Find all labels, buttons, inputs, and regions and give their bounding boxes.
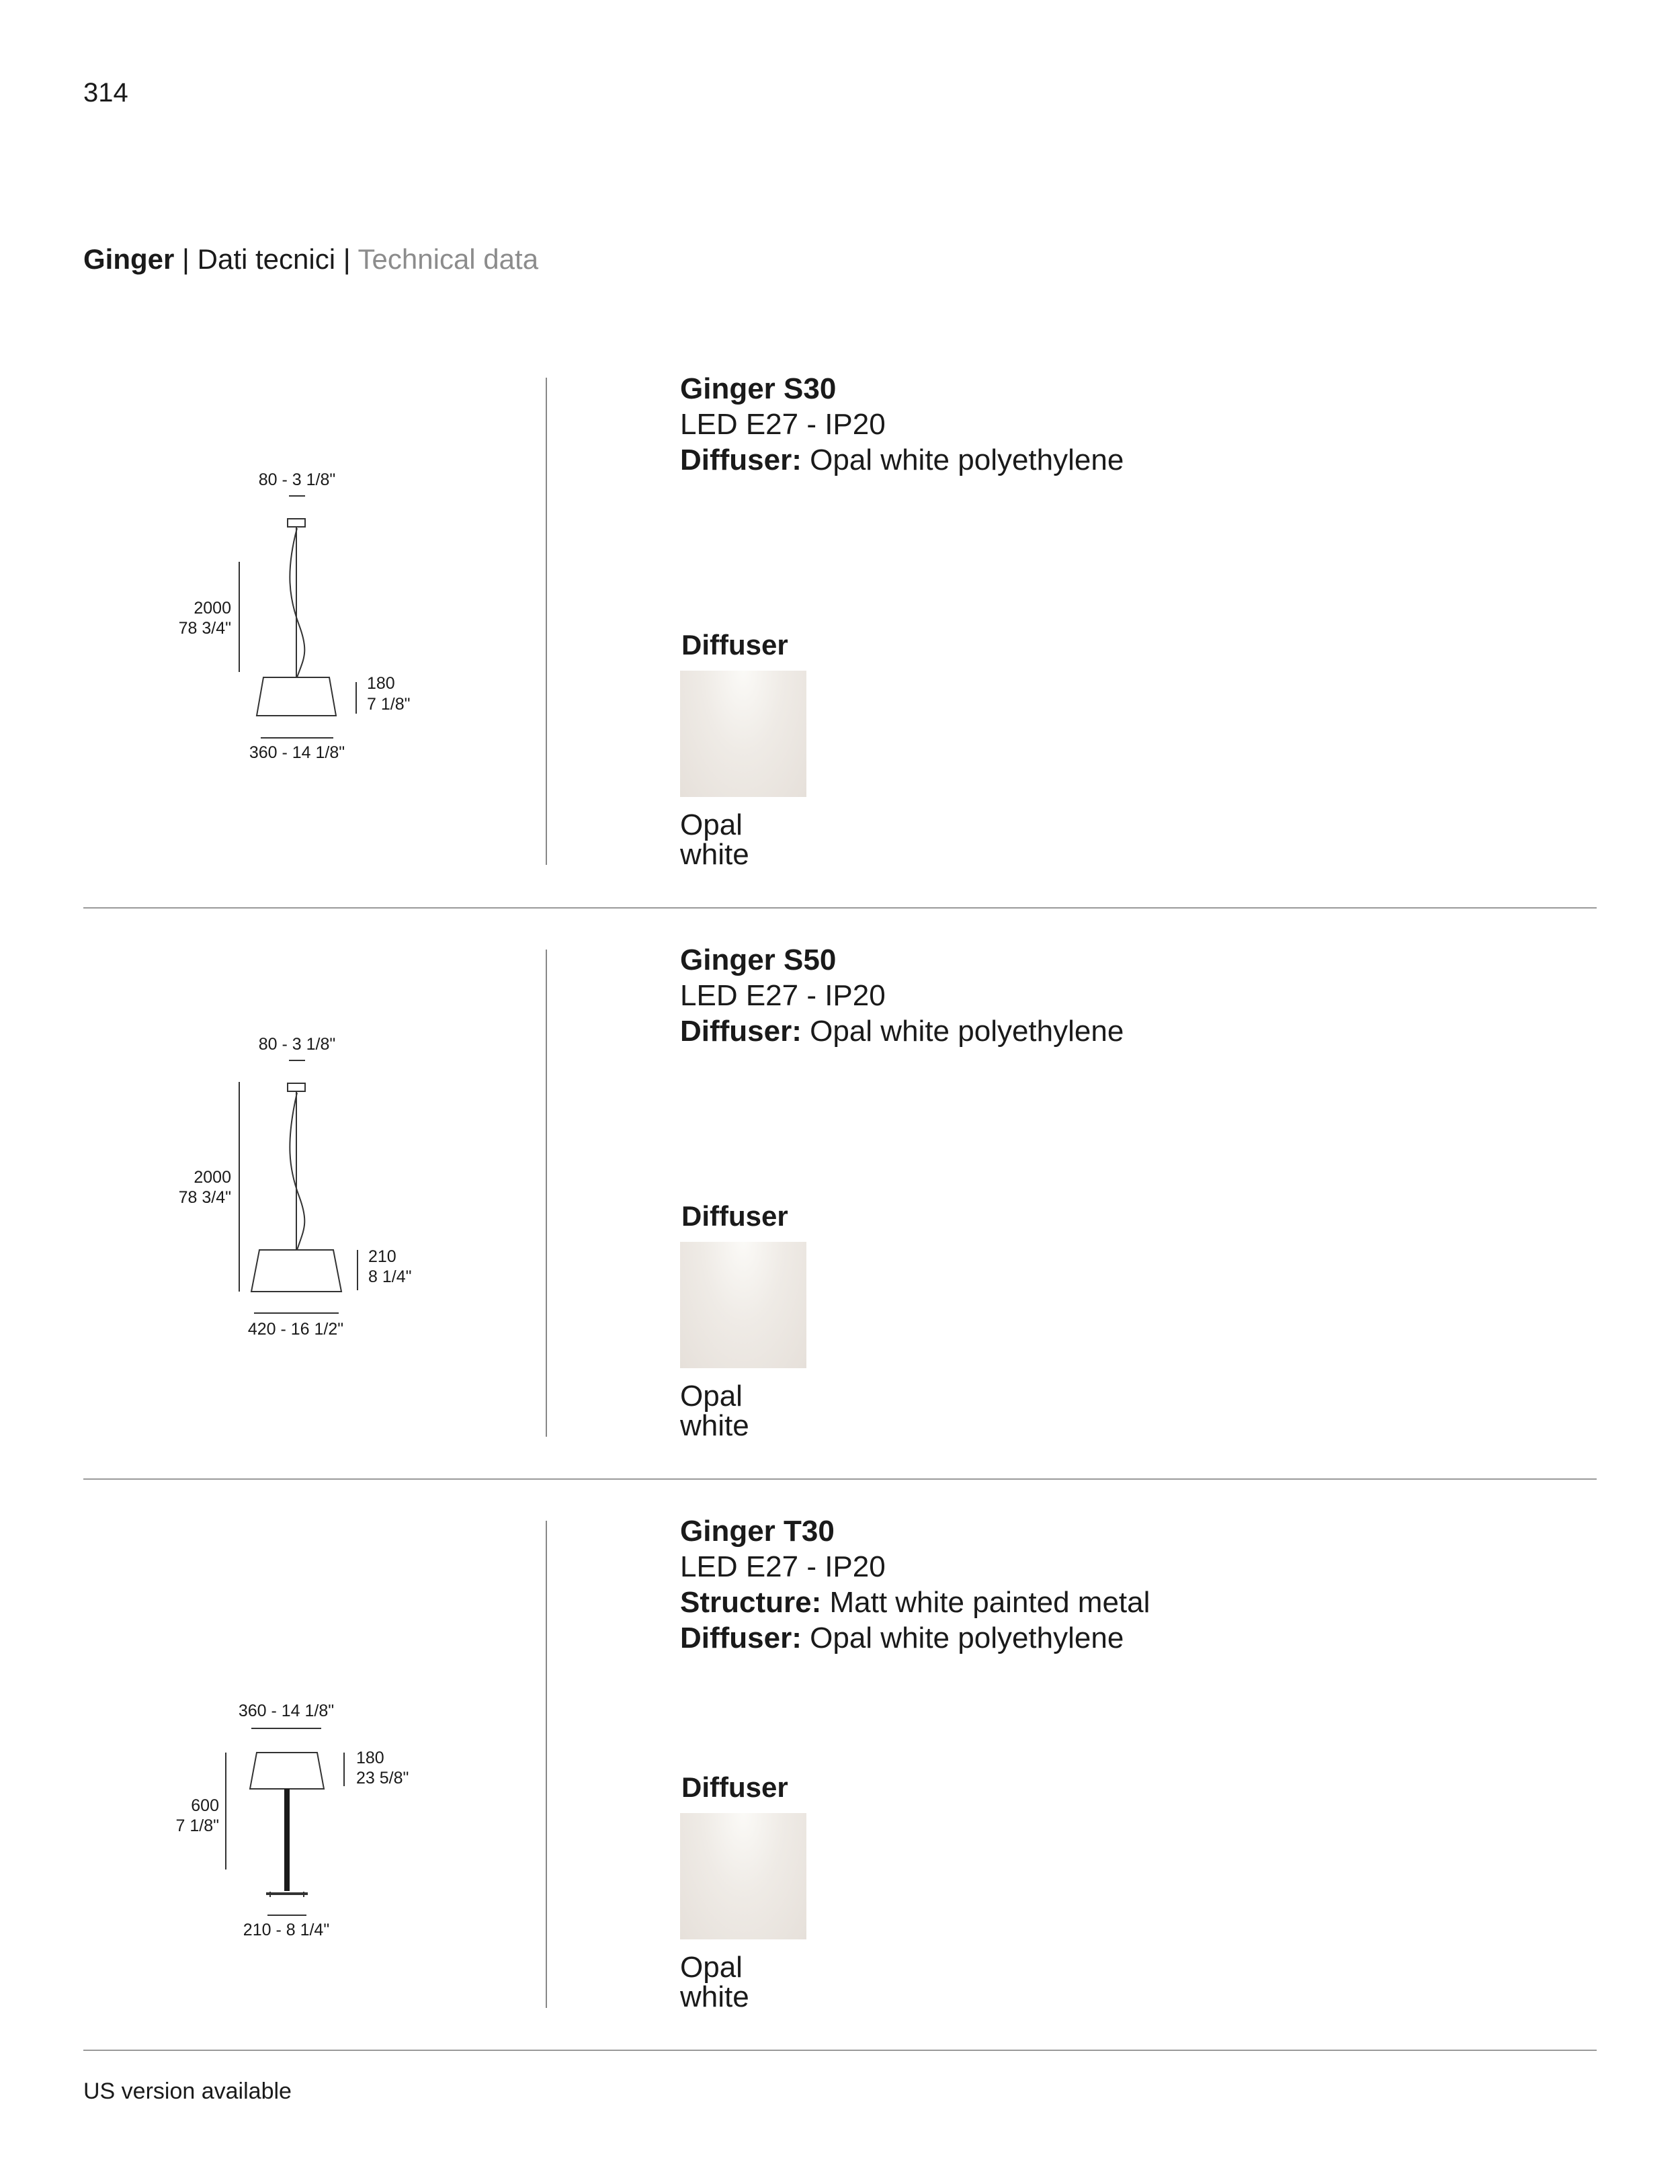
dim-shade-in: 7 1/8" bbox=[367, 695, 411, 714]
opal-white-swatch bbox=[680, 1813, 806, 1939]
opal-white-swatch bbox=[680, 1242, 806, 1368]
product-info bbox=[680, 1513, 1150, 1656]
swatch-heading: Diffuser bbox=[681, 1771, 788, 1803]
swatch-label-line2: white bbox=[680, 1980, 749, 2013]
swatch-label bbox=[680, 1382, 749, 1441]
dimension-drawing-s30 bbox=[148, 464, 430, 813]
lamp-shade bbox=[250, 1753, 324, 1789]
dim-width: 210 - 8 1/4" bbox=[243, 1921, 330, 1939]
ceiling-canopy bbox=[288, 1083, 305, 1091]
section-divider bbox=[83, 907, 1597, 909]
column-divider bbox=[546, 950, 547, 1437]
swatch-heading: Diffuser bbox=[681, 1200, 788, 1232]
lamp-shade bbox=[251, 1250, 341, 1292]
title-italian: Dati tecnici bbox=[197, 243, 336, 275]
dim-height-in: 78 3/4" bbox=[178, 619, 231, 638]
product-specs: LED E27 - IP20 bbox=[680, 408, 886, 441]
product-specs: LED E27 - IP20 bbox=[680, 979, 886, 1012]
page-title bbox=[83, 243, 538, 276]
product-info bbox=[680, 942, 1124, 1049]
product-info bbox=[680, 371, 1124, 478]
structure-spec bbox=[680, 1585, 1150, 1620]
diffuser-value: Opal white polyethylene bbox=[810, 444, 1124, 476]
dim-height-mm: 2000 bbox=[194, 1168, 231, 1187]
section-divider bbox=[83, 2050, 1597, 2051]
diffuser-spec bbox=[680, 1013, 1124, 1049]
swatch-label-line1: Opal bbox=[680, 1951, 743, 1984]
dim-height-in: 78 3/4" bbox=[178, 1188, 231, 1207]
lamp-shade bbox=[257, 677, 336, 716]
dim-height-in: 7 1/8" bbox=[175, 1816, 219, 1835]
dimension-drawing-t30 bbox=[148, 1640, 430, 1989]
dim-top: 360 - 14 1/8" bbox=[238, 1702, 335, 1720]
dim-shade-mm: 180 bbox=[367, 674, 395, 693]
diffuser-label: Diffuser: bbox=[680, 1622, 802, 1654]
dim-height-mm: 2000 bbox=[194, 599, 231, 618]
dim-shade-in: 23 5/8" bbox=[356, 1769, 409, 1788]
diffuser-label: Diffuser: bbox=[680, 444, 802, 476]
us-version-note: US version available bbox=[83, 2078, 292, 2104]
opal-white-swatch bbox=[680, 671, 806, 797]
title-english: Technical data bbox=[358, 243, 539, 275]
title-separator-1: | bbox=[182, 243, 190, 275]
swatch-label bbox=[680, 1953, 749, 2012]
diffuser-label: Diffuser: bbox=[680, 1015, 802, 1048]
diffuser-value: Opal white polyethylene bbox=[810, 1622, 1124, 1654]
swatch-label-line2: white bbox=[680, 838, 749, 871]
swatch-label-line1: Opal bbox=[680, 1380, 743, 1413]
title-separator-2: | bbox=[343, 243, 351, 275]
swatch-label-line2: white bbox=[680, 1409, 749, 1442]
dim-shade-mm: 180 bbox=[356, 1749, 384, 1767]
page-number: 314 bbox=[83, 78, 128, 108]
diffuser-value: Opal white polyethylene bbox=[810, 1015, 1124, 1048]
power-cord bbox=[290, 528, 304, 677]
dim-top: 80 - 3 1/8" bbox=[258, 1035, 336, 1054]
section-divider bbox=[83, 1478, 1597, 1480]
dim-width: 420 - 16 1/2" bbox=[247, 1320, 344, 1339]
title-product: Ginger bbox=[83, 243, 175, 275]
swatch-heading: Diffuser bbox=[681, 629, 788, 661]
ceiling-canopy bbox=[288, 519, 305, 527]
swatch-label bbox=[680, 810, 749, 870]
column-divider bbox=[546, 378, 547, 865]
dim-shade-mm: 210 bbox=[368, 1247, 396, 1266]
product-specs: LED E27 - IP20 bbox=[680, 1550, 886, 1583]
structure-value: Matt white painted metal bbox=[829, 1586, 1150, 1619]
dim-shade-in: 8 1/4" bbox=[368, 1267, 412, 1286]
dim-height-mm: 600 bbox=[191, 1796, 219, 1815]
lamp-stem bbox=[284, 1789, 290, 1891]
dim-top: 80 - 3 1/8" bbox=[258, 470, 336, 489]
dim-width: 360 - 14 1/8" bbox=[249, 743, 345, 762]
product-name: Ginger S50 bbox=[680, 943, 837, 976]
diffuser-spec bbox=[680, 1620, 1150, 1656]
swatch-label-line1: Opal bbox=[680, 808, 743, 841]
structure-label: Structure: bbox=[680, 1586, 822, 1619]
product-name: Ginger T30 bbox=[680, 1515, 835, 1548]
column-divider bbox=[546, 1521, 547, 2008]
diffuser-spec bbox=[680, 442, 1124, 478]
product-name: Ginger S30 bbox=[680, 372, 837, 405]
dimension-drawing-s50 bbox=[148, 1028, 430, 1378]
power-cord bbox=[290, 1093, 304, 1250]
